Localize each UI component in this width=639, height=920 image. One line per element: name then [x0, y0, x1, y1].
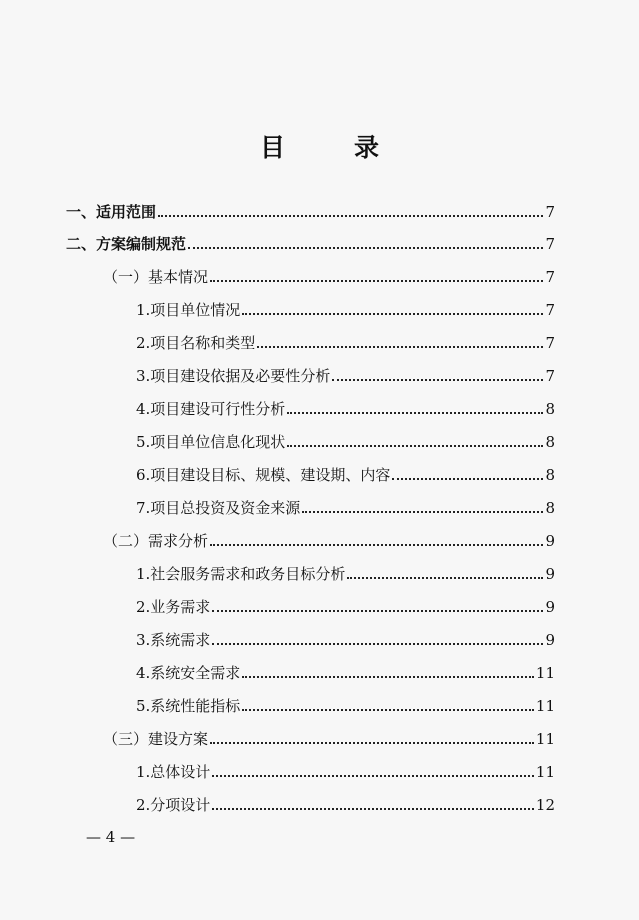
toc-entry-label: 2.项目名称和类型 [136, 334, 256, 352]
toc-entry-page: 9 [545, 631, 555, 649]
dot-leader [242, 709, 534, 711]
toc-entry-label: 2.分项设计 [136, 796, 211, 814]
toc-entry-page: 9 [545, 598, 555, 616]
dot-leader [257, 346, 543, 348]
toc-entry-page: 11 [535, 664, 555, 682]
toc-entry-label: 7.项目总投资及资金来源 [136, 499, 301, 517]
dot-leader [287, 412, 543, 414]
toc-entry-page: 7 [545, 268, 555, 286]
toc-entry-label: 5.项目单位信息化现状 [136, 433, 286, 451]
toc-entry-label: 1.项目单位情况 [136, 301, 241, 319]
toc-entry-name-type [136, 331, 555, 353]
toc-entry-label: 4.项目建设可行性分析 [136, 400, 286, 418]
dot-leader [188, 247, 543, 249]
dot-leader [392, 478, 543, 480]
toc-entry-social-needs [136, 562, 555, 584]
dot-leader [210, 280, 543, 282]
toc-entry-feasibility [136, 397, 555, 419]
toc-entry-page: 11 [535, 730, 555, 748]
toc-entry-label: 6.项目建设目标、规模、建设期、内容 [136, 466, 391, 484]
toc-entry-page: 8 [545, 433, 555, 451]
toc-entry-page: 7 [545, 367, 555, 385]
toc-entry-label: 二、方案编制规范 [66, 235, 187, 253]
toc-entry-page: 8 [545, 400, 555, 418]
toc-entry-label: 3.项目建设依据及必要性分析 [136, 367, 331, 385]
toc-entry-it-status [136, 430, 555, 452]
toc-entry-page: 8 [545, 466, 555, 484]
dot-leader [347, 577, 543, 579]
toc-entry-page: 11 [535, 763, 555, 781]
toc-entry-performance [136, 694, 555, 716]
toc-entry-goals [136, 463, 555, 485]
page-title: 目 录 [259, 133, 401, 162]
dot-leader [287, 445, 543, 447]
toc-entry-page: 7 [545, 235, 555, 253]
toc-entry-page: 7 [545, 334, 555, 352]
toc-entry-page: 9 [545, 532, 555, 550]
toc-entry-item-design [136, 793, 555, 815]
toc-entry-label: 4.系统安全需求 [136, 664, 241, 682]
toc-entry-page: 11 [535, 697, 555, 715]
dot-leader [210, 544, 543, 546]
toc-entry-page: 7 [545, 203, 555, 221]
toc-entry-label: （一）基本情况 [103, 268, 209, 286]
toc-entry-page: 7 [545, 301, 555, 319]
dot-leader [302, 511, 543, 513]
dot-leader [212, 643, 543, 645]
toc-entry-basic-info [103, 265, 555, 287]
toc-entry-system-needs [136, 628, 555, 650]
toc-entry-unit [136, 298, 555, 320]
toc-entry-label: （二）需求分析 [103, 532, 209, 550]
toc-entry-scope [66, 200, 555, 222]
toc-entry-label: 1.社会服务需求和政务目标分析 [136, 565, 346, 583]
toc-entry-label: 3.系统需求 [136, 631, 211, 649]
toc-entry-label: 1.总体设计 [136, 763, 211, 781]
toc-entry-business-needs [136, 595, 555, 617]
toc-entry-label: 2.业务需求 [136, 598, 211, 616]
toc-entry-label: 5.系统性能指标 [136, 697, 241, 715]
toc-entry-security-needs [136, 661, 555, 683]
dot-leader [212, 808, 534, 810]
toc-entry-label: 一、适用范围 [66, 203, 157, 221]
dot-leader [332, 379, 543, 381]
toc-entry-overall-design [136, 760, 555, 782]
dot-leader [212, 775, 534, 777]
dot-leader [242, 676, 534, 678]
toc-entry-page: 12 [535, 796, 555, 814]
dot-leader [212, 610, 543, 612]
toc-entry-requirements [103, 529, 555, 551]
toc-entry-label: （三）建设方案 [103, 730, 209, 748]
toc-entry-page: 8 [545, 499, 555, 517]
page-number-footer: — 4 — [86, 828, 136, 846]
toc-entry-construction [103, 727, 555, 749]
toc-entry-page: 9 [545, 565, 555, 583]
toc-entry-investment [136, 496, 555, 518]
dot-leader [210, 742, 534, 744]
dot-leader [242, 313, 543, 315]
toc-entry-basis [136, 364, 555, 386]
dot-leader [158, 215, 543, 217]
toc-entry-spec [66, 232, 555, 254]
